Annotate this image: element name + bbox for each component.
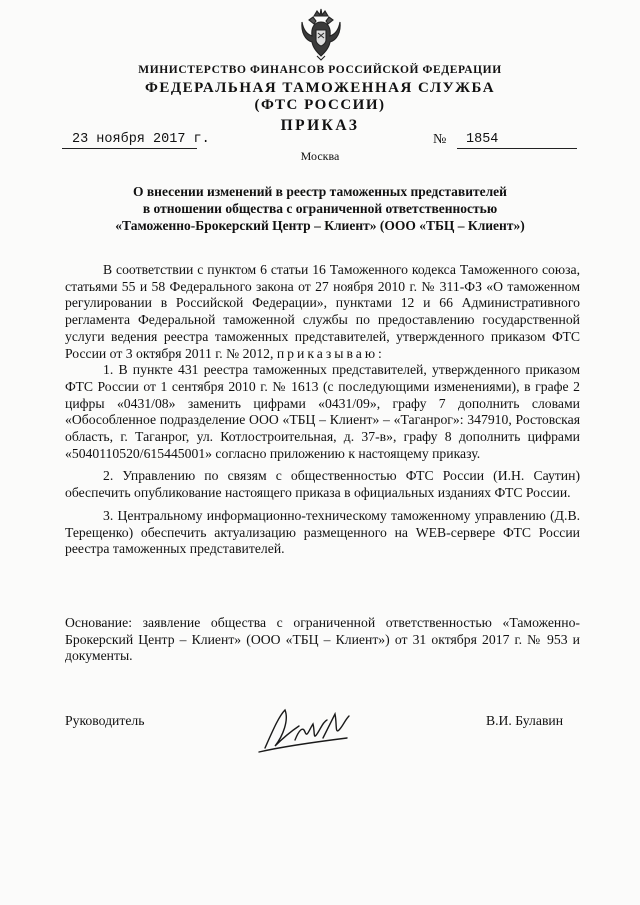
document-type: ПРИКАЗ bbox=[280, 117, 360, 134]
agency-name bbox=[0, 80, 640, 114]
agency-name-line2: (ФТС РОССИИ) bbox=[254, 97, 386, 113]
title-line1: О внесении изменений в реестр таможенных представителей bbox=[133, 184, 507, 199]
document-number: 1854 bbox=[466, 132, 499, 147]
signer-position: Руководитель bbox=[65, 713, 145, 728]
document-date: 23 ноября 2017 г. bbox=[72, 132, 210, 147]
signature-icon bbox=[255, 700, 355, 760]
title-line3: «Таможенно-Брокерский Центр – Клиент» (ООО «ТБЦ – Клиент») bbox=[115, 218, 525, 233]
preamble-paragraph bbox=[65, 262, 580, 362]
item-1-paragraph: 1. В пункте 431 реестра таможенных представителей, утвержденного приказом ФТС России от 1 сентября 2010 г. № 1613 (с последующими изменениями), в графе 2 цифры «0431/08» заменить цифрами «0431/09», графу 7 дополнить словами «Обособленное подразделение ООО «ТБЦ – Клиент» – «Таганрог»: 347910, Ростовская область, г. Таганрог, ул. Котлостроительная, д. 37-в», графу 8 дополнить цифрами «5040110520/615445001» согласно приложению к настоящему приказу. bbox=[65, 362, 580, 461]
item-3-paragraph: 3. Центральному информационно-техническому таможенному управлению (Д.В. Терещенко) обеспечить актуализацию размещенного на WEB-сервере ФТС России реестра таможенных представителей. bbox=[65, 507, 580, 557]
signer-name: В.И. Булавин bbox=[486, 713, 564, 728]
number-sign: № bbox=[433, 132, 447, 147]
document-body bbox=[65, 262, 580, 558]
preamble-text: В соответствии с пунктом 6 статьи 16 Таможенного кодекса Таможенного союза, статьями 55 и 58 Федерального закона от 27 ноября 2010 г. № 311-ФЗ «О таможенном регулировании в Российской Федерации», пунктами 12 и 66 Административного регламента Федеральной таможенной службы по предоставлению государственной услуги ведения реестра таможенных представителей, утвержденного приказом ФТС России от 3 октября 2011 г. № 2012, bbox=[65, 262, 580, 361]
order-word: приказываю: bbox=[276, 345, 385, 361]
basis-paragraph: Основание: заявление общества с ограниченной ответственностью «Таможенно-Брокерский Центр – Клиент» (ООО «ТБЦ – Клиент») от 31 октября 2017 г. № 953 и документы. bbox=[65, 615, 580, 664]
item-2-paragraph: 2. Управлению по связям с общественностью ФТС России (И.Н. Саутин) обеспечить опубликование настоящего приказа в официальных изданиях ФТС России. bbox=[65, 468, 580, 501]
ministry-name: МИНИСТЕРСТВО ФИНАНСОВ РОССИЙСКОЙ ФЕДЕРАЦИИ bbox=[138, 64, 502, 76]
coat-of-arms-icon bbox=[300, 6, 342, 62]
document-title bbox=[60, 183, 580, 234]
agency-name-line1: ФЕДЕРАЛЬНАЯ ТАМОЖЕННАЯ СЛУЖБА bbox=[144, 80, 496, 96]
title-line2: в отношении общества с ограниченной ответственностью bbox=[142, 201, 498, 216]
document-city: Москва bbox=[300, 149, 340, 163]
